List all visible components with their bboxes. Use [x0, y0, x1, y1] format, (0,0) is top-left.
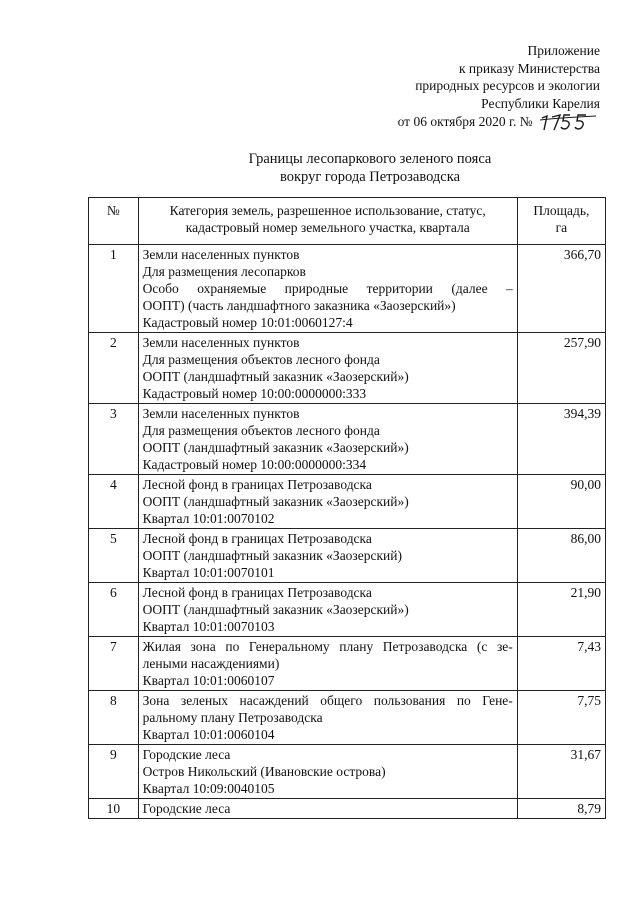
table-row: [89, 637, 606, 691]
row-number: 7: [89, 637, 139, 691]
header-line-order-of: к приказу Министерства: [458, 60, 600, 76]
title-line-1: Границы лесопаркового зеленого пояса: [248, 151, 492, 167]
table-row: [89, 745, 606, 799]
handwritten-number-1755-icon: [538, 112, 600, 134]
header-category: Категория земель, разрешенное использование, статус, кадастровый номер земельного участка, квартала: [138, 198, 517, 245]
table-row: [89, 245, 606, 333]
boundaries-table: [88, 197, 606, 819]
row-area: 7,75: [517, 691, 605, 745]
row-area: 257,90: [517, 333, 605, 404]
table-row: [89, 333, 606, 404]
row-category: Земли населенных пунктов Для размещения объектов лесного фонда ООПТ (ландшафтный заказник «Заозерский») Кадастровый номер 10:00:0000000:333: [138, 333, 517, 404]
row-number: 3: [89, 404, 139, 475]
row-category: Лесной фонд в границах Петрозаводска ООПТ (ландшафтный заказник «Заозерский) Квартал 10:01:0070101: [138, 529, 517, 583]
row-area: 86,00: [517, 529, 605, 583]
row-number: 9: [89, 745, 139, 799]
row-category: Городские леса: [138, 799, 517, 819]
table-row: [89, 583, 606, 637]
table-row: [89, 691, 606, 745]
header-order-line: [398, 112, 600, 134]
row-category: Зона зеленых насаждений общего пользования по Гене- ральному плану Петрозаводска Квартал 10:01:0060104: [138, 691, 517, 745]
row-category: Жилая зона по Генеральному плану Петрозаводска (с зе- леными насаждениями) Квартал 10:01:0060107: [138, 637, 517, 691]
header-line-appendix: Приложение: [527, 43, 600, 58]
header-number: №: [89, 198, 139, 245]
row-category: Лесной фонд в границах Петрозаводска ООПТ (ландшафтный заказник «Заозерский») Квартал 10:01:0070103: [138, 583, 517, 637]
document-title: [0, 150, 640, 186]
row-area: 8,79: [517, 799, 605, 819]
row-area: 21,90: [517, 583, 605, 637]
table-row: [89, 475, 606, 529]
table-row: [89, 404, 606, 475]
title-line-2: вокруг города Петрозаводска: [279, 169, 461, 185]
header-line-republic: Республики Карелия: [481, 95, 600, 111]
row-area: 31,67: [517, 745, 605, 799]
row-number: 6: [89, 583, 139, 637]
row-category: Лесной фонд в границах Петрозаводска ООПТ (ландшафтный заказник «Заозерский») Квартал 10:01:0070102: [138, 475, 517, 529]
row-area: 394,39: [517, 404, 605, 475]
header-line-ministry: природных ресурсов и экологии: [415, 78, 600, 93]
header-area: Площадь, га: [517, 198, 605, 245]
handwritten-order-number: [538, 112, 600, 134]
row-number: 8: [89, 691, 139, 745]
row-number: 5: [89, 529, 139, 583]
row-area: 366,70: [517, 245, 605, 333]
table-header-row: [89, 198, 606, 245]
table-row: [89, 529, 606, 583]
row-category: Земли населенных пунктов Для размещения лесопарков Особо охраняемые природные территории (далее – ООПТ) (часть ландшафтного заказника «Заозерский») Кадастровый номер 10:01:0060127:4: [138, 245, 517, 333]
row-number: 2: [89, 333, 139, 404]
table-row: [89, 799, 606, 819]
row-number: 1: [89, 245, 139, 333]
row-area: 7,43: [517, 637, 605, 691]
document-header: [398, 42, 600, 134]
row-category: Земли населенных пунктов Для размещения объектов лесного фонда ООПТ (ландшафтный заказник «Заозерский») Кадастровый номер 10:00:0000000:334: [138, 404, 517, 475]
order-date: от 06 октября 2020 г. №: [397, 114, 533, 130]
row-number: 10: [89, 799, 139, 819]
row-number: 4: [89, 475, 139, 529]
row-category: Городские леса Остров Никольский (Ивановские острова) Квартал 10:09:0040105: [138, 745, 517, 799]
row-area: 90,00: [517, 475, 605, 529]
